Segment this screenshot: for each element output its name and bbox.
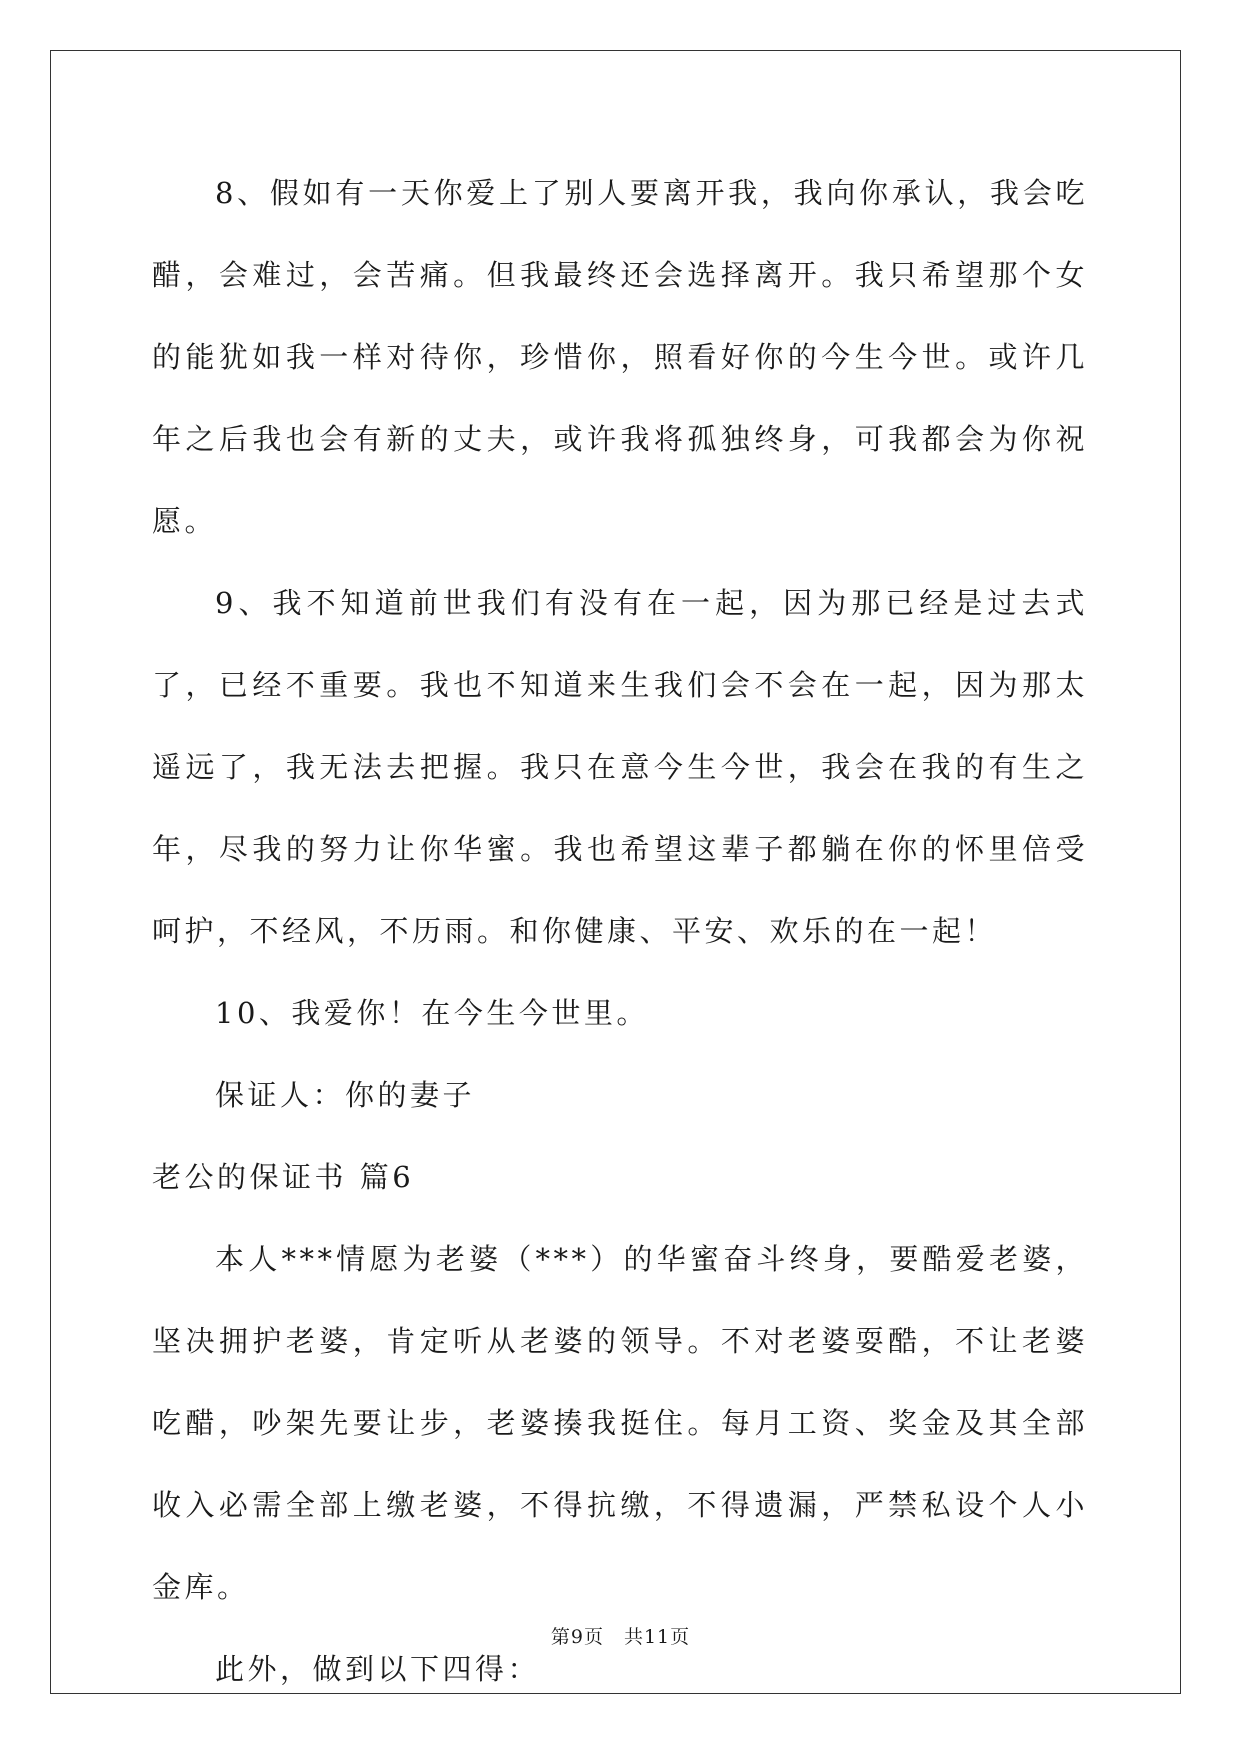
page-total: 共11页 [623, 1626, 691, 1648]
page-number: 第9页 [550, 1626, 604, 1648]
section-heading: 老公的保证书 篇6 [152, 1160, 415, 1194]
document-body [152, 152, 1088, 1710]
paragraph-8: 8、假如有一天你爱上了别人要离开我，我向你承认，我会吃醋，会难过，会苦痛。但我最终还会选择离开。我只希望那个女的能犹如我一样对待你，珍惜你，照看好你的今生今世。或许几年之后我也会有新的丈夫，或许我将孤独终身，可我都会为你祝愿。 [152, 176, 1088, 538]
section6-paragraph-1: 本人***情愿为老婆（***）的华蜜奋斗终身，要酷爱老婆，坚决拥护老婆，肯定听从老婆的领导。不对老婆耍酷，不让老婆吃醋，吵架先要让步，老婆揍我挺住。每月工资、奖金及其全部收入必需全部上缴老婆，不得抗缴，不得遗漏，严禁私设个人小金库。 [152, 1242, 1088, 1604]
section6-paragraph-2: 此外，做到以下四得： [215, 1652, 541, 1686]
paragraph-10: 10、我爱你！在今生今世里。 [215, 996, 649, 1030]
paragraph-9: 9、我不知道前世我们有没有在一起，因为那已经是过去式了，已经不重要。我也不知道来生我们会不会在一起，因为那太遥远了，我无法去把握。我只在意今生今世，我会在我的有生之年，尽我的努力让你华蜜。我也希望这辈子都躺在你的怀里倍受呵护，不经风，不历雨。和你健康、平安、欢乐的在一起！ [152, 586, 1088, 948]
guarantor-line: 保证人：你的妻子 [215, 1078, 476, 1112]
page-footer [0, 1622, 1241, 1649]
